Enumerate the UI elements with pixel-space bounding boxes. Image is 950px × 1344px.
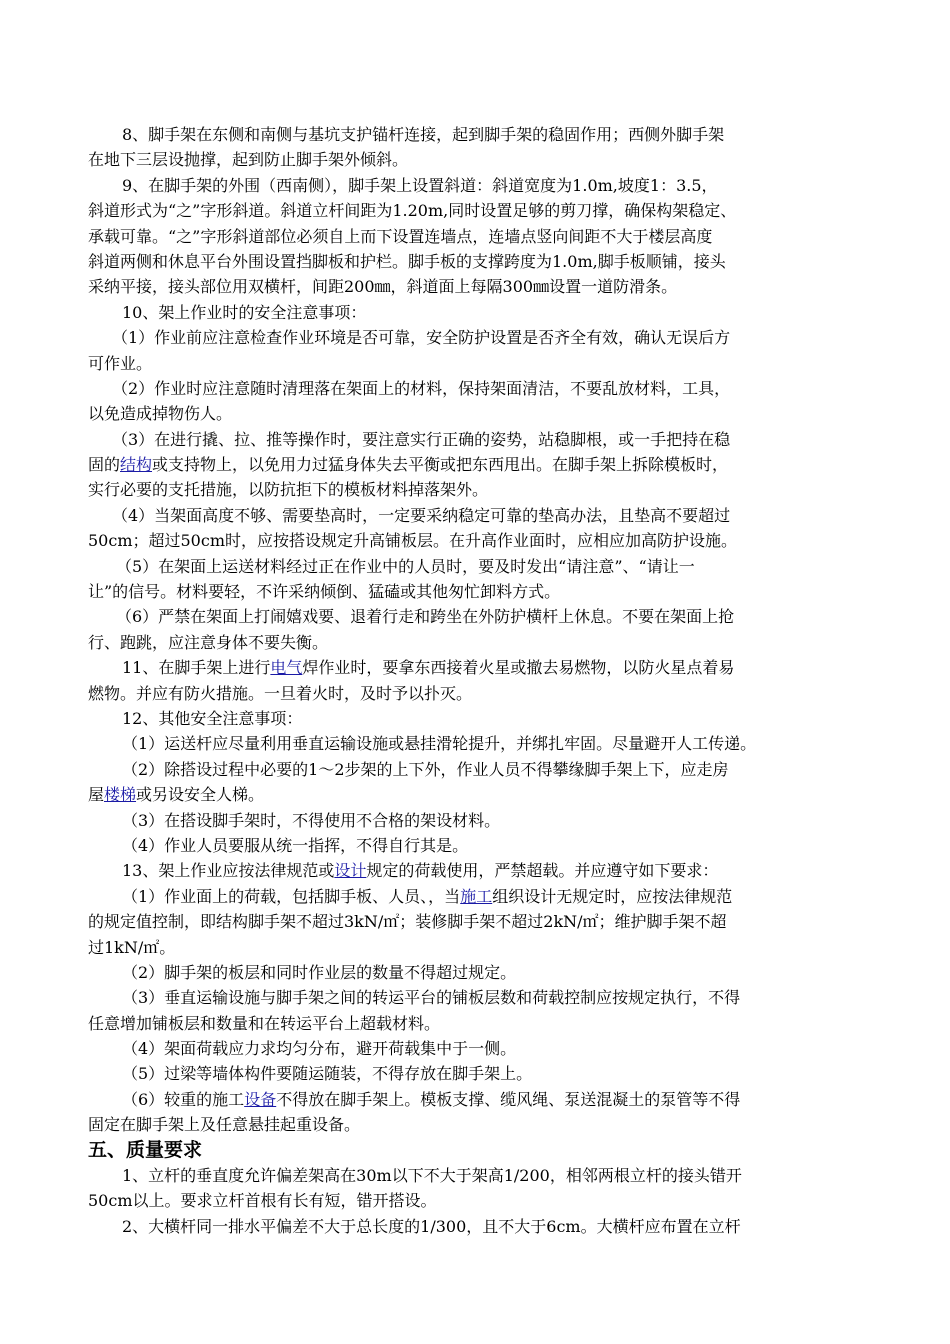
text-line	[88, 452, 868, 477]
text-segment: （2）除搭设过程中必要的1～2步架的上下外，作业人员不得攀缘脚手架上下，应走房	[122, 759, 729, 779]
text-segment: （3）在搭设脚手架时，不得使用不合格的架设材料。	[122, 810, 501, 830]
text-line	[88, 401, 868, 426]
text-segment: （1）作业面上的荷载，包括脚手板、人员、，当	[122, 886, 461, 906]
text-line	[88, 249, 868, 274]
text-segment: 可作业。	[88, 353, 153, 373]
text-segment: 以免造成掉物伤人。	[88, 404, 233, 424]
text-segment: （2）作业时应注意随时清理落在架面上的材料，保持架面清洁，不要乱放材料，工具，	[112, 378, 731, 398]
text-line	[88, 1036, 868, 1061]
text-segment: 焊作业时，要拿东西接着火星或撤去易燃物，以防火星点着易	[302, 658, 735, 678]
text-line	[88, 833, 868, 858]
text-segment: 斜道形式为“之”字形斜道。斜道立杆间距为1.20m,同时设置足够的剪刀撑，确保构架稳定、	[88, 201, 737, 221]
text-line	[88, 858, 868, 883]
hyperlink[interactable]: 设计	[334, 861, 367, 881]
text-segment: 行、跑跳，应注意身体不要失衡。	[88, 632, 329, 652]
text-segment: 9、在脚手架的外围（西南侧），脚手架上设置斜道：斜道宽度为1.0m,坡度1：3.5，	[122, 175, 718, 195]
text-line	[88, 325, 868, 350]
text-line	[88, 376, 868, 401]
text-line	[88, 1188, 868, 1213]
document-page	[88, 122, 868, 1239]
text-line	[88, 528, 868, 553]
hyperlink[interactable]: 施工	[460, 886, 493, 906]
text-segment: 或另设安全人梯。	[136, 785, 265, 805]
text-segment: 固定在脚手架上及任意悬挂起重设备。	[88, 1115, 361, 1135]
text-segment: 在地下三层设抛撑，起到防止脚手架外倾斜。	[88, 150, 409, 170]
text-segment: 或支持物上，以免用力过猛身体失去平衡或把东西甩出。在脚手架上拆除模板时，	[152, 455, 729, 475]
text-segment: 燃物。并应有防火措施。一旦着火时，及时予以扑灭。	[88, 683, 473, 703]
text-segment: 11、在脚手架上进行	[122, 658, 271, 678]
text-segment: 让”的信号。材料要轻，不许采纳倾倒、猛磕或其他匆忙卸料方式。	[88, 582, 561, 602]
text-segment: （4）当架面高度不够、需要垫高时，一定要采纳稳定可靠的垫高办法，且垫高不要超过	[112, 505, 731, 525]
text-line	[88, 909, 868, 934]
text-segment: （1）作业前应注意检查作业环境是否可靠，安全防护设置是否齐全有效，确认无误后方	[112, 328, 731, 348]
section-heading: 五、质量要求	[88, 1138, 203, 1161]
text-segment: （3）垂直运输设施与脚手架之间的转运平台的铺板层数和荷载控制应按规定执行，不得	[122, 988, 741, 1008]
text-segment: 8、脚手架在东侧和南侧与基坑支护锚杆连接，起到脚手架的稳固作用；西侧外脚手架	[122, 125, 725, 144]
text-segment: 任意增加铺板层和数量和在转运平台上超载材料。	[88, 1013, 441, 1033]
text-line	[88, 1011, 868, 1036]
text-segment: （3）在进行撬、拉、推等操作时，要注意实行正确的姿势，站稳脚根，或一手把持在稳	[112, 429, 731, 449]
text-line	[88, 477, 868, 502]
text-segment: 固的	[88, 455, 121, 475]
text-segment: 1、立杆的垂直度允许偏差架高在30m以下不大于架高1/200，相邻两根立杆的接头错开	[122, 1166, 742, 1186]
text-segment: 12、其他安全注意事项：	[122, 708, 303, 728]
text-line	[88, 681, 868, 706]
text-segment: 2、大横杆同一排水平偏差不大于总长度的1/300，且不大于6cm。大横杆应布置在立杆	[122, 1216, 741, 1236]
text-line	[88, 198, 868, 223]
text-segment: （4）架面荷载应力求均匀分布，避开荷载集中于一侧。	[122, 1039, 517, 1059]
text-segment: （5）在架面上运送材料经过正在作业中的人员时，要及时发出“请注意”、“请让一	[116, 556, 695, 576]
text-segment: 13、架上作业应按法律规范或	[122, 861, 335, 881]
text-segment: 过1kN/㎡。	[88, 937, 176, 957]
text-line	[88, 731, 868, 756]
text-line	[88, 122, 868, 147]
hyperlink[interactable]: 楼梯	[104, 785, 137, 805]
text-line	[88, 224, 868, 249]
text-segment: 组织设计无规定时，应按法律规范	[492, 886, 733, 906]
text-line	[88, 579, 868, 604]
text-segment: （5）过梁等墙体构件要随运随装，不得存放在脚手架上。	[122, 1064, 533, 1084]
text-segment: （1）运送杆应尽量利用垂直运输设施或悬挂滑轮提升，并绑扎牢固。尽量避开人工传递。	[122, 734, 757, 754]
hyperlink[interactable]: 电气	[270, 658, 303, 678]
text-line	[88, 173, 868, 198]
text-line	[88, 1214, 868, 1239]
text-segment: 承载可靠。“之”字形斜道部位必须自上而下设置连墙点，连墙点竖向间距不大于楼层高度	[88, 226, 713, 246]
text-segment: 50cm；超过50cm时，应按搭设规定升高铺板层。在升高作业面时，应相应加高防护设施。	[88, 531, 737, 551]
text-line	[88, 808, 868, 833]
text-segment: 斜道两侧和休息平台外围设置挡脚板和护栏。脚手板的支撑跨度为1.0m,脚手板顺铺，接头	[88, 251, 726, 271]
text-segment: 不得放在脚手架上。模板支撑、缆风绳、泵送混凝土的泵管等不得	[276, 1089, 741, 1109]
text-line	[88, 960, 868, 985]
text-line	[88, 1087, 868, 1112]
text-line	[88, 274, 868, 299]
text-line	[88, 884, 868, 909]
text-line	[88, 147, 868, 172]
text-line	[88, 655, 868, 680]
text-line	[88, 503, 868, 528]
text-line	[88, 351, 868, 376]
text-segment: 屋	[88, 785, 105, 805]
text-segment: （4）作业人员要服从统一指挥，不得自行其是。	[122, 835, 469, 855]
text-line	[88, 706, 868, 731]
hyperlink[interactable]: 结构	[120, 455, 153, 475]
text-line	[88, 935, 868, 960]
text-segment: 规定的荷载使用，严禁超载。并应遵守如下要求：	[366, 861, 719, 881]
text-line	[88, 1061, 868, 1086]
text-segment: （2）脚手架的板层和同时作业层的数量不得超过规定。	[122, 962, 517, 982]
text-line	[88, 300, 868, 325]
text-line	[88, 630, 868, 655]
text-line	[88, 757, 868, 782]
text-line	[88, 427, 868, 452]
text-segment: （6）严禁在架面上打闹嬉戏要、退着行走和跨坐在外防护横杆上休息。不要在架面上抢	[116, 607, 735, 627]
text-line	[88, 1112, 868, 1137]
text-segment: （6）较重的施工	[122, 1089, 245, 1109]
text-line	[88, 1163, 868, 1188]
text-segment: 实行必要的支托措施，以防抗拒下的模板材料掉落架外。	[88, 480, 489, 500]
text-segment: 10、架上作业时的安全注意事项：	[122, 302, 367, 322]
text-line	[88, 604, 868, 629]
text-line	[88, 782, 868, 807]
text-segment: 50cm以上。要求立杆首根有长有短，错开搭设。	[88, 1191, 437, 1211]
text-line	[88, 985, 868, 1010]
text-segment: 的规定值控制，即结构脚手架不超过3kN/㎡；装修脚手架不超过2kN/㎡；维护脚手架不超	[88, 912, 727, 932]
text-segment: 采纳平接，接头部位用双横杆，间距200㎜，斜道面上每隔300㎜设置一道防滑条。	[88, 277, 678, 297]
text-line	[88, 554, 868, 579]
hyperlink[interactable]: 设备	[244, 1089, 277, 1109]
